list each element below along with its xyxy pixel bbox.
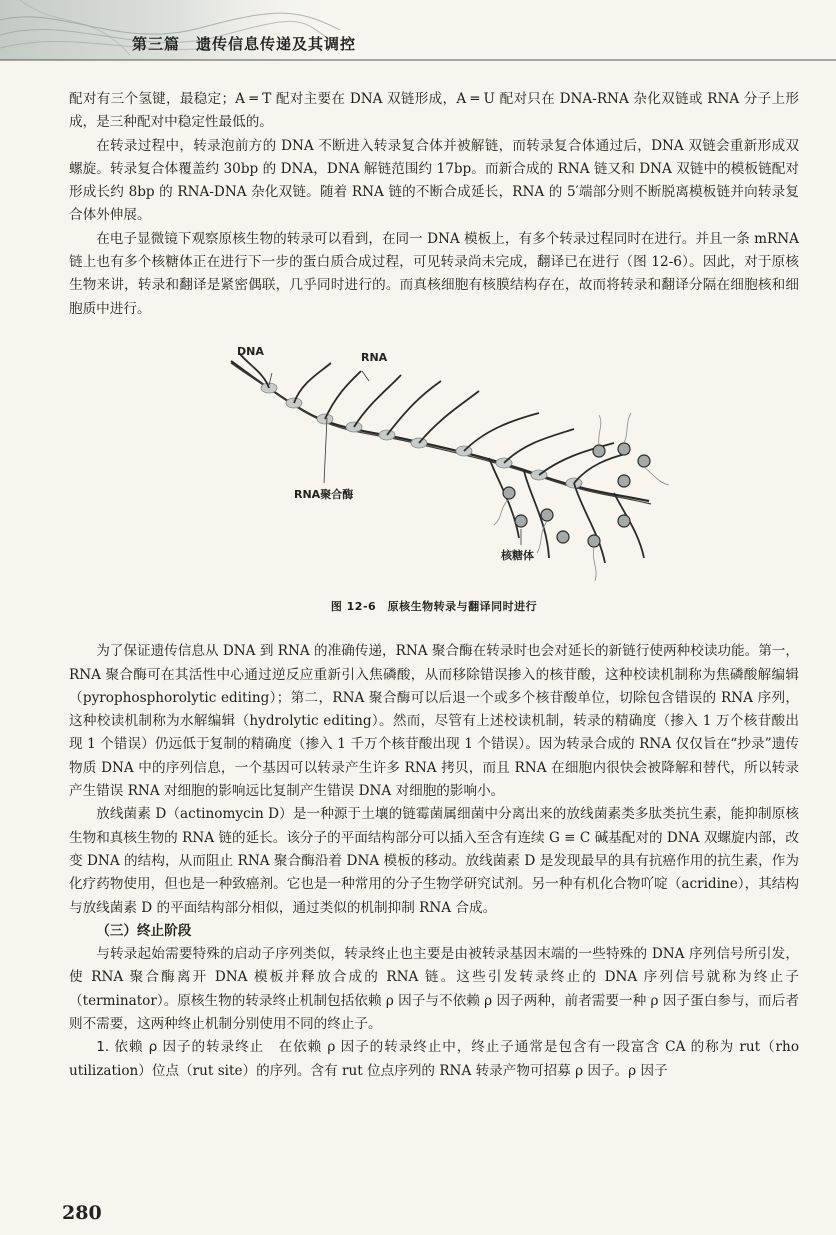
chapter-title: 第三篇 遗传信息传递及其调控	[132, 35, 357, 53]
paragraph: 配对有三个氢键，最稳定；A ═ T 配对主要在 DNA 双链形成，A ═ U 配对只在 DNA-RNA 杂化双链或 RNA 分子上形成，是三种配对中稳定性最低的。	[69, 91, 799, 131]
paragraph-body: 在依赖 ρ 因子的转录终止中，终止子通常是包含有一段富含 CA 的称为 rut（rho utilization）位点（rut site）的序列。含有 rut 位点序列的 RNA 转录产物可招募 ρ 因子。ρ 因子	[69, 1039, 799, 1079]
page-number: 280	[62, 1202, 102, 1224]
paragraph: 为了保证遗传信息从 DNA 到 RNA 的准确传递，RNA 聚合酶在转录时也会对延长的新链行使两种校读功能。第一，RNA 聚合酶可在其活性中心通过逆反应重新引入焦磷酸，从而移除错误掺入的核苷酸，这种校读机制称为焦磷酸解编辑（pyrophosphorolytic editing）；第二，RNA 聚合酶可以后退一个或多个核苷酸单位，切除包含错误的 RNA 序列，这种校读机制称为水解编辑（hydrolytic editing）。然而，尽管有上述校读机制，转录的精确度（掺入 1 万个核苷酸出现 1 个错误）仍远低于复制的精确度（掺入 1 千万个核苷酸出现 1 个错误）。因为转录合成的 RNA 仅仅旨在“抄录”遗传物质 DNA 中的序列信息，一个基因可以转录产生许多 RNA 拷贝，而且 RNA 在细胞内很快会被降解和替代，所以转录产生错误 RNA 对细胞的影响远比复制产生错误 DNA 对细胞的影响小。	[69, 643, 799, 800]
paragraph: 放线菌素 D（actinomycin D）是一种源于土壤的链霉菌属细菌中分离出来的放线菌素类多肽类抗生素，能抑制原核生物和真核生物的 RNA 链的延长。该分子的平面结构部分可以插入至含有连续 G ≡ C 碱基配对的 DNA 双螺旋内部，改变 DNA 的结构，从而阻止 RNA 聚合酶沿着 DNA 模板的移动。放线菌素 D 是发现最早的具有抗癌作用的抗生素，作为化疗药物使用，但也是一种致癌剂。它也是一种常用的分子生物学研究试剂。另一种有机化合物吖啶（acridine），其结构与放线菌素 D 的平面结构部分相似，通过类似的机制抑制 RNA 合成。	[69, 806, 799, 916]
paragraph	[69, 1036, 799, 1083]
page-header	[0, 0, 836, 62]
label-ribosome: 核糖体	[501, 548, 534, 562]
label-rna: RNA	[361, 350, 388, 364]
paragraph: 在转录过程中，转录泡前方的 DNA 不断进入转录复合体并被解链，而转录复合体通过后，DNA 双链会重新形成双螺旋。转录复合体覆盖约 30bp 的 DNA，DNA 解链范围约 17bp。而新合成的 RNA 链又和 DNA 双链中的模板链配对形成长约 8bp 的 RNA-DNA 杂化双链。随着 RNA 链的不断合成延长，RNA 的 5′端部分则不断脱离模板链并向转录复合体外伸展。	[69, 137, 799, 224]
label-rna-polymerase: RNA聚合酶	[294, 487, 354, 501]
label-dna: DNA	[237, 344, 264, 358]
section-heading: （三）终止阶段	[96, 922, 192, 939]
figure-illustration	[69, 333, 799, 591]
paragraph: 在电子显微镜下观察原核生物的转录可以看到，在同一 DNA 模板上，有多个转录过程同时在进行。并且一条 mRNA 链上也有多个核糖体正在进行下一步的蛋白质合成过程，可见转录尚未完成，翻译已在进行（图 12-6）。因此，对于原核生物来讲，转录和翻译是紧密偶联，几乎同时进行的。而真核细胞有核膜结构存在，故而将转录和翻译分隔在细胞核和细胞质中进行。	[69, 230, 799, 317]
paragraph: 与转录起始需要特殊的启动子序列类似，转录终止也主要是由被转录基因末端的一些特殊的 DNA 序列信号所引发，使 RNA 聚合酶离开 DNA 模板并释放合成的 RNA 链。这些引发转录终止的 DNA 序列信号就称为终止子（terminator）。原核生物的转录终止机制包括依赖 ρ 因子与不依赖 ρ 因子两种，前者需要一种 ρ 因子蛋白参与，而后者则不需要，这两种终止机制分别使用不同的终止子。	[69, 946, 799, 1033]
figure-caption: 图 12-6 原核生物转录与翻译同时进行	[330, 599, 538, 613]
page-content	[69, 88, 799, 1083]
header-decoration	[0, 0, 836, 62]
subsection-lead: 1. 依赖 ρ 因子的转录终止	[96, 1039, 265, 1056]
figure-transcription-translation	[69, 333, 799, 591]
rna-polymerase-beads	[261, 383, 582, 488]
ribosome-icons	[503, 443, 650, 547]
rna-strands-lower	[489, 458, 644, 563]
